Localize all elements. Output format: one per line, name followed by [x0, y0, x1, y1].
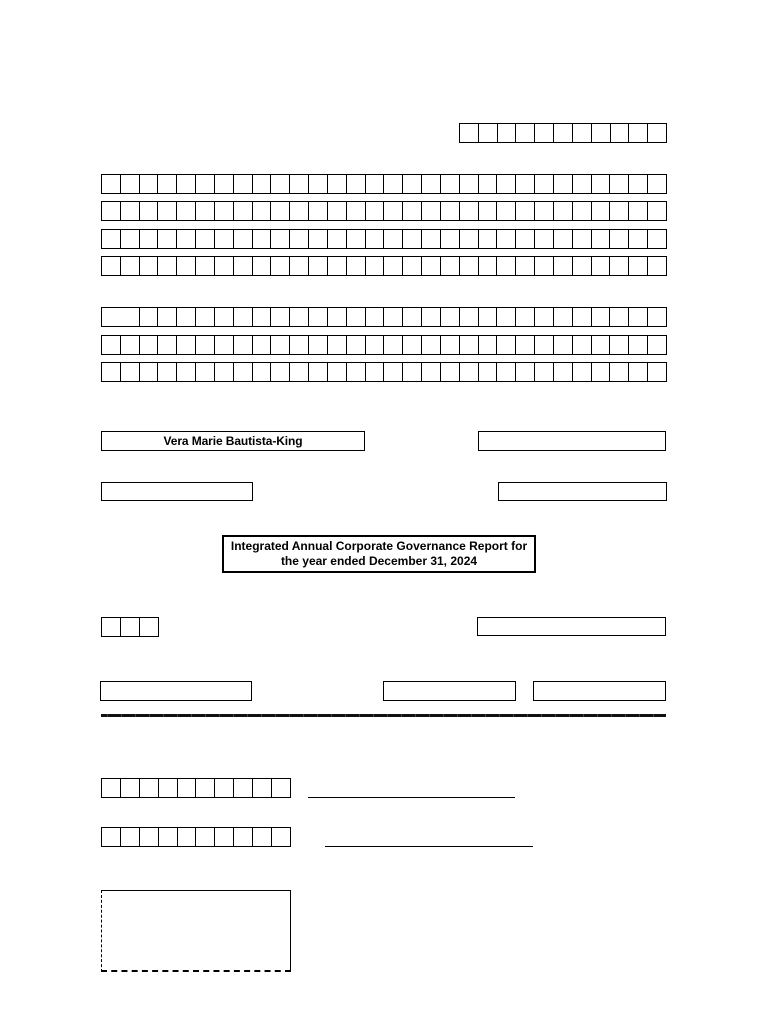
input-cell[interactable] — [121, 827, 140, 847]
secondary-license-box[interactable] — [477, 617, 666, 636]
input-cell[interactable] — [441, 229, 460, 249]
input-cell[interactable] — [479, 123, 498, 143]
input-cell[interactable] — [592, 123, 611, 143]
lcu-signature-line — [308, 797, 515, 798]
input-cell[interactable] — [234, 335, 253, 355]
input-cell[interactable] — [498, 123, 517, 143]
input-cell[interactable] — [479, 229, 498, 249]
telephone-number-box[interactable] — [478, 431, 666, 451]
input-cell[interactable] — [460, 201, 479, 221]
input-cell[interactable] — [422, 174, 441, 194]
input-cell[interactable] — [102, 229, 121, 249]
input-cell[interactable] — [573, 335, 592, 355]
input-cell[interactable] — [554, 335, 573, 355]
input-cell[interactable] — [573, 362, 592, 382]
input-cell[interactable] — [648, 362, 667, 382]
input-cell[interactable] — [253, 335, 272, 355]
input-cell[interactable] — [215, 174, 234, 194]
input-cell[interactable] — [479, 307, 498, 327]
input-cell[interactable] — [140, 362, 159, 382]
input-cell[interactable] — [102, 827, 121, 847]
input-cell[interactable] — [497, 174, 516, 194]
input-cell[interactable] — [234, 256, 253, 276]
input-cell[interactable] — [535, 229, 554, 249]
dept-code-grid[interactable] — [101, 617, 159, 637]
input-cell[interactable] — [253, 174, 272, 194]
input-cell[interactable] — [178, 778, 197, 798]
form-type-box — [222, 535, 536, 573]
input-cell[interactable] — [102, 778, 121, 798]
input-cell[interactable] — [140, 307, 159, 327]
input-cell[interactable] — [422, 307, 441, 327]
input-cell[interactable] — [271, 256, 290, 276]
input-cell[interactable] — [196, 335, 215, 355]
company-name-row-1[interactable] — [101, 174, 667, 194]
input-cell[interactable] — [403, 335, 422, 355]
input-cell[interactable] — [384, 229, 403, 249]
input-cell[interactable] — [347, 174, 366, 194]
input-cell[interactable] — [253, 256, 272, 276]
input-cell[interactable] — [422, 229, 441, 249]
input-cell[interactable] — [177, 335, 196, 355]
input-cell[interactable] — [648, 229, 667, 249]
input-cell[interactable] — [159, 827, 178, 847]
input-cell[interactable] — [592, 229, 611, 249]
input-cell[interactable] — [271, 201, 290, 221]
input-cell[interactable] — [140, 778, 159, 798]
input-cell[interactable] — [196, 174, 215, 194]
input-cell[interactable] — [271, 174, 290, 194]
input-cell[interactable] — [328, 256, 347, 276]
input-cell[interactable] — [384, 256, 403, 276]
input-cell[interactable] — [384, 174, 403, 194]
input-cell[interactable] — [196, 307, 215, 327]
document-id-grid[interactable] — [101, 827, 291, 847]
input-cell[interactable] — [158, 307, 177, 327]
input-cell[interactable] — [479, 362, 498, 382]
input-cell[interactable] — [460, 256, 479, 276]
input-cell[interactable] — [535, 362, 554, 382]
input-cell[interactable] — [460, 335, 479, 355]
input-cell[interactable] — [592, 307, 611, 327]
input-cell[interactable] — [497, 229, 516, 249]
input-cell[interactable] — [196, 362, 215, 382]
input-cell[interactable] — [573, 174, 592, 194]
input-cell[interactable] — [384, 201, 403, 221]
input-cell[interactable] — [648, 123, 667, 143]
input-cell[interactable] — [497, 307, 516, 327]
company-name-row-4[interactable] — [101, 256, 667, 276]
input-cell[interactable] — [328, 229, 347, 249]
input-cell[interactable] — [347, 229, 366, 249]
input-cell[interactable] — [610, 229, 629, 249]
input-cell[interactable] — [178, 827, 197, 847]
input-cell[interactable] — [234, 307, 253, 327]
input-cell[interactable] — [460, 123, 479, 143]
input-cell[interactable] — [516, 307, 535, 327]
input-cell[interactable] — [215, 229, 234, 249]
input-cell[interactable] — [158, 362, 177, 382]
input-cell[interactable] — [366, 335, 385, 355]
input-cell[interactable] — [121, 362, 140, 382]
input-cell[interactable] — [196, 201, 215, 221]
input-cell[interactable] — [460, 229, 479, 249]
input-cell[interactable] — [290, 256, 309, 276]
domestic-amount-box[interactable] — [383, 681, 516, 701]
input-cell[interactable] — [648, 335, 667, 355]
input-cell[interactable] — [611, 123, 630, 143]
input-cell[interactable] — [441, 256, 460, 276]
input-cell[interactable] — [573, 256, 592, 276]
input-cell[interactable] — [554, 256, 573, 276]
input-cell[interactable] — [309, 362, 328, 382]
input-cell[interactable] — [177, 174, 196, 194]
input-cell[interactable] — [102, 256, 121, 276]
input-cell[interactable] — [290, 201, 309, 221]
input-cell[interactable] — [610, 256, 629, 276]
input-cell[interactable] — [234, 362, 253, 382]
input-cell[interactable] — [234, 827, 253, 847]
input-cell[interactable] — [309, 256, 328, 276]
input-cell[interactable] — [516, 362, 535, 382]
company-name-row-3[interactable] — [101, 229, 667, 249]
input-cell[interactable] — [403, 174, 422, 194]
input-cell[interactable] — [234, 201, 253, 221]
input-cell[interactable] — [347, 201, 366, 221]
input-cell[interactable] — [290, 335, 309, 355]
input-cell[interactable] — [215, 335, 234, 355]
input-cell[interactable] — [629, 335, 648, 355]
input-cell[interactable] — [290, 229, 309, 249]
input-cell[interactable] — [403, 307, 422, 327]
input-cell[interactable] — [121, 617, 140, 637]
input-cell[interactable] — [253, 229, 272, 249]
input-cell[interactable] — [516, 123, 535, 143]
input-cell[interactable] — [309, 335, 328, 355]
input-cell[interactable] — [422, 256, 441, 276]
input-cell[interactable] — [140, 617, 159, 637]
input-cell[interactable] — [347, 256, 366, 276]
input-cell[interactable] — [648, 174, 667, 194]
contact-person-name: Vera Marie Bautista-King — [163, 434, 303, 448]
input-cell[interactable] — [140, 256, 159, 276]
input-cell[interactable] — [479, 256, 498, 276]
input-cell[interactable] — [177, 201, 196, 221]
input-cell[interactable] — [460, 362, 479, 382]
input-cell[interactable] — [177, 256, 196, 276]
registration-number-grid[interactable] — [459, 123, 667, 143]
input-cell[interactable] — [158, 335, 177, 355]
input-cell[interactable] — [140, 335, 159, 355]
total-stockholders-box[interactable] — [100, 681, 252, 701]
address-row-1[interactable] — [101, 307, 667, 327]
input-cell[interactable] — [366, 307, 385, 327]
input-cell[interactable] — [592, 201, 611, 221]
input-cell[interactable] — [121, 174, 140, 194]
input-cell[interactable] — [102, 617, 121, 637]
input-cell[interactable] — [140, 827, 159, 847]
input-cell[interactable] — [516, 256, 535, 276]
input-cell[interactable] — [290, 362, 309, 382]
fiscal-year-box[interactable] — [101, 482, 253, 501]
input-cell[interactable] — [309, 174, 328, 194]
input-cell[interactable] — [629, 174, 648, 194]
input-cell[interactable] — [497, 201, 516, 221]
input-cell[interactable] — [592, 256, 611, 276]
input-cell[interactable] — [328, 362, 347, 382]
input-cell[interactable] — [271, 307, 290, 327]
input-cell[interactable] — [121, 778, 140, 798]
input-cell[interactable] — [403, 362, 422, 382]
input-cell[interactable] — [215, 201, 234, 221]
input-cell[interactable] — [215, 307, 234, 327]
input-cell[interactable] — [554, 362, 573, 382]
input-cell[interactable] — [102, 335, 121, 355]
input-cell[interactable] — [535, 201, 554, 221]
input-cell[interactable] — [629, 256, 648, 276]
input-cell[interactable] — [441, 174, 460, 194]
input-cell[interactable] — [158, 174, 177, 194]
foreign-amount-box[interactable] — [533, 681, 666, 701]
input-cell[interactable] — [403, 256, 422, 276]
report-title-line-1: Integrated Annual Corporate Governance Report for — [230, 539, 528, 553]
input-cell[interactable] — [234, 229, 253, 249]
input-cell[interactable] — [441, 362, 460, 382]
input-cell[interactable] — [159, 778, 178, 798]
section-separator — [101, 714, 666, 717]
input-cell[interactable] — [215, 362, 234, 382]
input-cell[interactable] — [573, 229, 592, 249]
input-cell[interactable] — [535, 123, 554, 143]
input-cell[interactable] — [554, 174, 573, 194]
input-cell[interactable] — [271, 229, 290, 249]
input-cell[interactable] — [479, 174, 498, 194]
input-cell[interactable] — [253, 201, 272, 221]
input-cell[interactable] — [328, 201, 347, 221]
input-cell[interactable] — [102, 174, 121, 194]
input-cell[interactable] — [479, 201, 498, 221]
input-cell[interactable] — [328, 307, 347, 327]
input-cell[interactable] — [309, 229, 328, 249]
input-cell[interactable] — [610, 307, 629, 327]
contact-person-box[interactable] — [101, 431, 365, 451]
input-cell[interactable] — [516, 201, 535, 221]
input-cell[interactable] — [366, 362, 385, 382]
input-cell[interactable] — [177, 362, 196, 382]
input-cell[interactable] — [384, 307, 403, 327]
input-cell[interactable] — [535, 174, 554, 194]
input-cell[interactable] — [403, 201, 422, 221]
input-cell[interactable] — [629, 307, 648, 327]
input-cell[interactable] — [177, 229, 196, 249]
cashier-signature-line — [325, 846, 533, 847]
input-cell[interactable] — [366, 229, 385, 249]
input-cell[interactable] — [234, 174, 253, 194]
input-cell[interactable] — [121, 256, 140, 276]
input-cell[interactable] — [234, 778, 253, 798]
input-cell[interactable] — [629, 123, 648, 143]
input-cell[interactable] — [196, 256, 215, 276]
input-cell[interactable] — [403, 229, 422, 249]
input-cell[interactable] — [328, 174, 347, 194]
input-cell[interactable] — [272, 827, 291, 847]
input-cell[interactable] — [347, 335, 366, 355]
input-cell[interactable] — [196, 827, 215, 847]
input-cell[interactable] — [158, 256, 177, 276]
input-cell[interactable] — [328, 335, 347, 355]
input-cell[interactable] — [516, 229, 535, 249]
input-cell[interactable] — [384, 335, 403, 355]
input-cell[interactable] — [422, 201, 441, 221]
input-cell[interactable] — [554, 201, 573, 221]
input-cell[interactable] — [497, 362, 516, 382]
input-cell[interactable] — [648, 307, 667, 327]
input-cell[interactable] — [196, 778, 215, 798]
address-row-3[interactable] — [101, 362, 667, 382]
input-cell[interactable] — [592, 174, 611, 194]
input-cell[interactable] — [516, 335, 535, 355]
input-cell[interactable] — [309, 201, 328, 221]
input-cell[interactable] — [497, 256, 516, 276]
input-cell[interactable] — [271, 362, 290, 382]
input-cell[interactable] — [347, 362, 366, 382]
input-cell[interactable] — [121, 229, 140, 249]
input-cell[interactable] — [422, 335, 441, 355]
input-cell[interactable] — [271, 335, 290, 355]
input-cell[interactable] — [648, 256, 667, 276]
input-cell[interactable] — [460, 307, 479, 327]
input-cell[interactable] — [121, 335, 140, 355]
address-row-2[interactable] — [101, 335, 667, 355]
input-cell[interactable] — [610, 362, 629, 382]
input-cell[interactable] — [253, 362, 272, 382]
input-cell[interactable] — [384, 362, 403, 382]
input-cell[interactable] — [177, 307, 196, 327]
input-cell[interactable] — [215, 778, 234, 798]
input-cell[interactable] — [610, 335, 629, 355]
input-cell[interactable] — [554, 229, 573, 249]
input-cell[interactable] — [573, 201, 592, 221]
input-cell[interactable] — [479, 335, 498, 355]
input-cell[interactable] — [140, 229, 159, 249]
file-number-grid[interactable] — [101, 778, 291, 798]
input-cell[interactable] — [460, 174, 479, 194]
input-cell[interactable] — [441, 335, 460, 355]
input-cell[interactable] — [441, 201, 460, 221]
input-cell[interactable] — [215, 256, 234, 276]
input-cell[interactable] — [290, 174, 309, 194]
input-cell[interactable] — [592, 335, 611, 355]
input-cell[interactable] — [102, 362, 121, 382]
input-cell[interactable] — [422, 362, 441, 382]
input-cell[interactable] — [554, 307, 573, 327]
annual-meeting-box[interactable] — [498, 482, 667, 501]
input-cell[interactable] — [366, 256, 385, 276]
input-cell[interactable] — [535, 335, 554, 355]
input-cell[interactable] — [592, 362, 611, 382]
input-cell[interactable] — [140, 174, 159, 194]
input-cell[interactable] — [629, 229, 648, 249]
input-cell[interactable] — [648, 201, 667, 221]
input-cell[interactable] — [158, 201, 177, 221]
input-cell[interactable] — [535, 256, 554, 276]
input-cell[interactable] — [573, 307, 592, 327]
input-cell[interactable] — [140, 201, 159, 221]
input-cell[interactable] — [102, 201, 121, 221]
input-cell[interactable] — [610, 174, 629, 194]
input-cell[interactable] — [497, 335, 516, 355]
input-cell[interactable] — [215, 827, 234, 847]
input-cell[interactable] — [253, 778, 272, 798]
input-cell[interactable] — [516, 174, 535, 194]
input-cell[interactable] — [610, 201, 629, 221]
input-cell[interactable] — [253, 827, 272, 847]
input-cell[interactable] — [253, 307, 272, 327]
input-cell[interactable] — [196, 229, 215, 249]
input-cell[interactable] — [290, 307, 309, 327]
company-name-row-2[interactable] — [101, 201, 667, 221]
input-cell[interactable] — [366, 201, 385, 221]
input-cell[interactable] — [347, 307, 366, 327]
input-cell[interactable] — [366, 174, 385, 194]
input-cell[interactable] — [629, 362, 648, 382]
stamps-box — [101, 890, 291, 972]
input-cell[interactable] — [535, 307, 554, 327]
input-cell[interactable] — [309, 307, 328, 327]
input-cell[interactable] — [121, 201, 140, 221]
input-cell[interactable] — [441, 307, 460, 327]
report-title-line-2: the year ended December 31, 2024 — [280, 554, 478, 568]
input-cell[interactable] — [573, 123, 592, 143]
input-cell[interactable] — [554, 123, 573, 143]
input-cell[interactable] — [272, 778, 291, 798]
input-cell[interactable] — [158, 229, 177, 249]
input-cell[interactable] — [629, 201, 648, 221]
input-cell[interactable] — [102, 307, 140, 327]
